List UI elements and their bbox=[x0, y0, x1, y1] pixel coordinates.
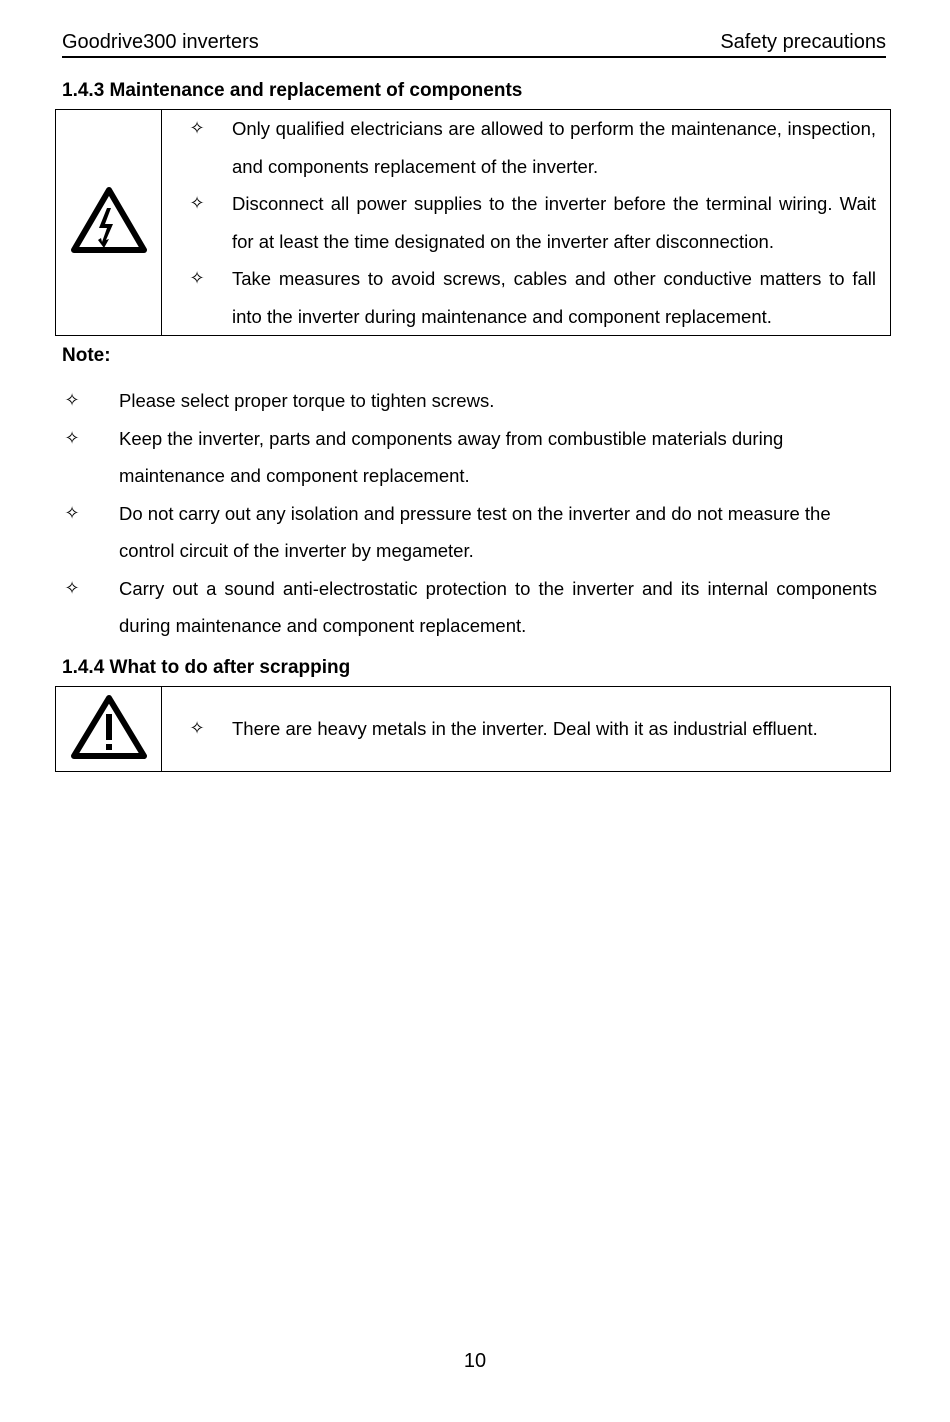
warning-icon-cell bbox=[56, 687, 162, 772]
note-label: Note: bbox=[62, 345, 111, 366]
warning-text-cell bbox=[162, 687, 891, 772]
note-list bbox=[55, 382, 877, 645]
general-warning-icon bbox=[71, 694, 147, 760]
note-bullet-4: ✧ Carry out a sound anti-electrostatic protection to the inverter and its internal components during maintenance and component replacement. bbox=[55, 570, 877, 645]
page-number: 10 bbox=[463, 1350, 487, 1372]
section-title-scrapping: 1.4.4 What to do after scrapping bbox=[62, 657, 351, 678]
bullet-icon: ✧ bbox=[189, 268, 205, 288]
warning-bullet-1: ✧ Only qualified electricians are allowed to perform the maintenance, inspection, and components replacement of the inverter. bbox=[162, 110, 876, 185]
maintenance-warning-table bbox=[55, 109, 891, 336]
header-left: Goodrive300 inverters bbox=[62, 31, 259, 53]
note-bullet-3: ✧ Do not carry out any isolation and pressure test on the inverter and do not measure the control circuit of the inverter by megameter. bbox=[55, 495, 877, 570]
warning-bullet-3: ✧ Take measures to avoid screws, cables and other conductive matters to fall into the inverter during maintenance and component replacement. bbox=[162, 260, 876, 335]
scrapping-warning-table bbox=[55, 686, 891, 772]
warning-text-cell bbox=[162, 110, 891, 336]
warning-bullet-2: ✧ Disconnect all power supplies to the inverter before the terminal wiring. Wait for at least the time designated on the inverter after disconnection. bbox=[162, 185, 876, 260]
note-bullet-1: ✧ Please select proper torque to tighten screws. bbox=[55, 382, 877, 420]
bullet-icon: ✧ bbox=[189, 193, 205, 213]
bullet-icon: ✧ bbox=[64, 427, 80, 448]
header-right: Safety precautions bbox=[720, 31, 886, 53]
bullet-icon: ✧ bbox=[64, 577, 80, 598]
bullet-icon: ✧ bbox=[189, 718, 205, 739]
electric-shock-warning-icon bbox=[71, 186, 147, 254]
bullet-icon: ✧ bbox=[189, 118, 205, 138]
bullet-icon: ✧ bbox=[64, 390, 80, 410]
section-title-maintenance: 1.4.3 Maintenance and replacement of components bbox=[62, 80, 523, 101]
page-header bbox=[62, 28, 886, 58]
scrapping-bullet-1: ✧ There are heavy metals in the inverter. Deal with it as industrial effluent. bbox=[162, 710, 876, 748]
note-bullet-2: ✧ Keep the inverter, parts and components away from combustible materials during maintenance and component replacement. bbox=[55, 420, 877, 495]
bullet-icon: ✧ bbox=[64, 502, 80, 523]
warning-icon-cell bbox=[56, 110, 162, 336]
